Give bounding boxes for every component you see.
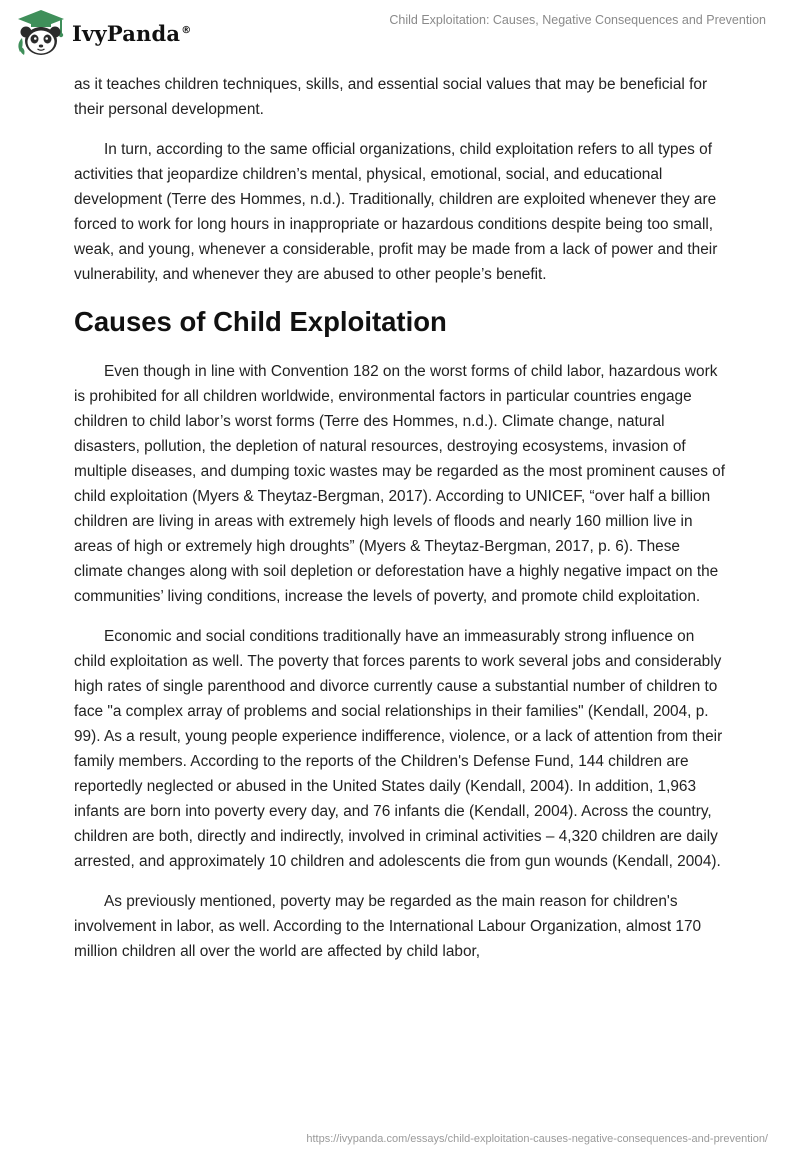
panda-graduation-cap-icon [14,8,68,58]
source-url[interactable]: https://ivypanda.com/essays/child-exploitation-causes-negative-consequences-and-prevention/ [306,1133,768,1145]
registered-mark: ® [181,24,192,36]
brand-name: IvyPanda® [72,20,192,46]
document-title: Child Exploitation: Causes, Negative Consequences and Prevention [389,13,766,27]
paragraph-environmental-causes: Even though in line with Convention 182 on the worst forms of child labor, hazardous work is prohibited for all children worldwide, environmental factors in particular countries engage children to child labor’s worst forms (Terre des Hommes, n.d.). Climate change, natural disasters, pollution, the depletion of natural resources, destroying ecosystems, invasion of multiple diseases, and dumping toxic wastes may be regarded as the most prominent causes of child exploitation (Myers & Theytaz-Bergman, 2017). According to UNICEF, “over half a billion children are living in areas with extremely high levels of floods and nearly 160 million live in areas of high or extremely high droughts” (Myers & Theytaz-Bergman, 2017, p. 6). These climate changes along with soil depletion or deforestation have a highly negative impact on the communities’ living conditions, increase the levels of poverty, and promote child exploitation. [74,363,726,605]
ivypanda-logo[interactable] [14,8,191,58]
paragraph-poverty: As previously mentioned, poverty may be regarded as the main reason for children's involvement in labor, as well. According to the International Labour Organization, almost 170 million children all over the world are affected by child labor, [74,893,702,960]
paragraph-definition: In turn, according to the same official organizations, child exploitation refers to all types of activities that jeopardize children’s mental, physical, emotional, social, and educational development (Terre des Hommes, n.d.). Traditionally, children are exploited whenever they are forced to work for long hours in inappropriate or hazardous conditions despite being too small, weak, and young, whenever a considerable, profit may be made from a lack of power and their vulnerability, and whenever they are abused to other people’s benefit. [74,141,718,283]
paragraph-economic-social-causes: Economic and social conditions traditionally have an immeasurably strong influence on child exploitation as well. The poverty that forces parents to work several jobs and considerably high rates of single parenthood and divorce currently cause a substantial number of children to face "a complex array of problems and social relationships in their families" (Kendall, 2004, p. 99). As a result, young people experience indifference, violence, or a lack of attention from their family members. According to the reports of the Children's Defense Fund, 144 children are reportedly neglected or abused in the United States daily (Kendall, 2004). In addition, 1,963 infants are born into poverty every day, and 76 infants die (Kendall, 2004). Across the country, children are both, directly and indirectly, involved in criminal activities – 4,320 children are daily arrested, and approximately 10 children and adolescents die from gun wounds (Kendall, 2004). [74,628,723,870]
essay-content [74,72,726,979]
paragraph-continuation: as it teaches children techniques, skills, and essential social values that may be beneficial for their personal development. [74,76,708,118]
section-heading: Causes of Child Exploitation [74,306,447,337]
page-header [0,0,800,70]
